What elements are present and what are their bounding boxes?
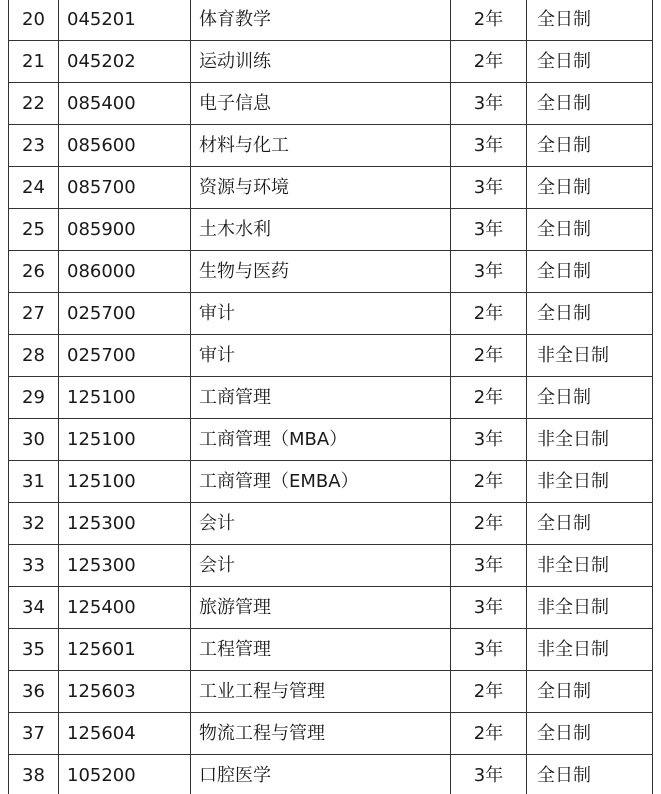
study-mode-cell: 非全日制 [527, 335, 653, 377]
program-code-cell: 085400 [59, 83, 191, 125]
row-number-cell: 20 [9, 0, 59, 41]
row-number-cell: 38 [9, 755, 59, 794]
study-duration-cell: 3年 [451, 629, 527, 671]
table-row [9, 167, 653, 209]
study-duration-cell: 3年 [451, 587, 527, 629]
row-number-cell: 26 [9, 251, 59, 293]
study-duration-cell: 2年 [451, 293, 527, 335]
table-row [9, 671, 653, 713]
table-row [9, 83, 653, 125]
program-code-cell: 105200 [59, 755, 191, 794]
program-name-cell: 审计 [191, 335, 451, 377]
program-name-cell: 物流工程与管理 [191, 713, 451, 755]
study-mode-cell: 非全日制 [527, 629, 653, 671]
study-mode-cell: 非全日制 [527, 419, 653, 461]
table-row [9, 209, 653, 251]
study-duration-cell: 3年 [451, 209, 527, 251]
study-duration-cell: 2年 [451, 671, 527, 713]
program-name-cell: 会计 [191, 503, 451, 545]
program-name-cell: 会计 [191, 545, 451, 587]
study-mode-cell: 全日制 [527, 125, 653, 167]
row-number-cell: 37 [9, 713, 59, 755]
study-duration-cell: 3年 [451, 545, 527, 587]
study-duration-cell: 3年 [451, 125, 527, 167]
row-number-cell: 25 [9, 209, 59, 251]
program-name-cell: 资源与环境 [191, 167, 451, 209]
study-duration-cell: 3年 [451, 755, 527, 794]
program-code-cell: 125603 [59, 671, 191, 713]
program-table [8, 0, 653, 794]
study-mode-cell: 全日制 [527, 755, 653, 794]
program-code-cell: 125100 [59, 419, 191, 461]
study-mode-cell: 全日制 [527, 0, 653, 41]
program-name-cell: 工商管理（MBA） [191, 419, 451, 461]
study-mode-cell: 非全日制 [527, 545, 653, 587]
study-mode-cell: 非全日制 [527, 587, 653, 629]
program-name-cell: 运动训练 [191, 41, 451, 83]
study-mode-cell: 全日制 [527, 41, 653, 83]
study-duration-cell: 2年 [451, 713, 527, 755]
table-row [9, 587, 653, 629]
program-name-cell: 审计 [191, 293, 451, 335]
table-row [9, 335, 653, 377]
program-name-cell: 材料与化工 [191, 125, 451, 167]
program-name-cell: 生物与医药 [191, 251, 451, 293]
study-mode-cell: 全日制 [527, 377, 653, 419]
program-code-cell: 125604 [59, 713, 191, 755]
study-duration-cell: 2年 [451, 335, 527, 377]
program-table-body [9, 0, 653, 794]
table-row [9, 419, 653, 461]
study-duration-cell: 3年 [451, 83, 527, 125]
study-mode-cell: 非全日制 [527, 461, 653, 503]
row-number-cell: 27 [9, 293, 59, 335]
program-code-cell: 085700 [59, 167, 191, 209]
study-mode-cell: 全日制 [527, 713, 653, 755]
table-row [9, 41, 653, 83]
study-mode-cell: 全日制 [527, 293, 653, 335]
row-number-cell: 32 [9, 503, 59, 545]
study-duration-cell: 2年 [451, 461, 527, 503]
table-row [9, 293, 653, 335]
table-row [9, 503, 653, 545]
row-number-cell: 30 [9, 419, 59, 461]
row-number-cell: 21 [9, 41, 59, 83]
program-code-cell: 045202 [59, 41, 191, 83]
program-name-cell: 工程管理 [191, 629, 451, 671]
study-duration-cell: 2年 [451, 0, 527, 41]
program-code-cell: 086000 [59, 251, 191, 293]
table-row [9, 0, 653, 41]
program-name-cell: 体育教学 [191, 0, 451, 41]
program-name-cell: 工业工程与管理 [191, 671, 451, 713]
program-name-cell: 口腔医学 [191, 755, 451, 794]
program-code-cell: 125300 [59, 545, 191, 587]
row-number-cell: 28 [9, 335, 59, 377]
program-code-cell: 045201 [59, 0, 191, 41]
program-name-cell: 旅游管理 [191, 587, 451, 629]
table-row [9, 251, 653, 293]
table-row [9, 629, 653, 671]
program-name-cell: 工商管理（EMBA） [191, 461, 451, 503]
study-mode-cell: 全日制 [527, 251, 653, 293]
row-number-cell: 33 [9, 545, 59, 587]
program-code-cell: 125100 [59, 377, 191, 419]
row-number-cell: 34 [9, 587, 59, 629]
study-mode-cell: 全日制 [527, 209, 653, 251]
program-code-cell: 125100 [59, 461, 191, 503]
program-code-cell: 125300 [59, 503, 191, 545]
program-code-cell: 085600 [59, 125, 191, 167]
table-row [9, 125, 653, 167]
study-duration-cell: 3年 [451, 251, 527, 293]
row-number-cell: 31 [9, 461, 59, 503]
program-code-cell: 125601 [59, 629, 191, 671]
program-code-cell: 025700 [59, 293, 191, 335]
table-row [9, 713, 653, 755]
program-name-cell: 工商管理 [191, 377, 451, 419]
row-number-cell: 36 [9, 671, 59, 713]
study-duration-cell: 2年 [451, 503, 527, 545]
table-row [9, 545, 653, 587]
study-mode-cell: 全日制 [527, 83, 653, 125]
study-mode-cell: 全日制 [527, 671, 653, 713]
table-row [9, 377, 653, 419]
study-duration-cell: 3年 [451, 419, 527, 461]
table-row [9, 461, 653, 503]
program-code-cell: 085900 [59, 209, 191, 251]
row-number-cell: 24 [9, 167, 59, 209]
study-duration-cell: 2年 [451, 377, 527, 419]
row-number-cell: 29 [9, 377, 59, 419]
table-row [9, 755, 653, 794]
row-number-cell: 22 [9, 83, 59, 125]
row-number-cell: 35 [9, 629, 59, 671]
program-code-cell: 125400 [59, 587, 191, 629]
row-number-cell: 23 [9, 125, 59, 167]
program-name-cell: 土木水利 [191, 209, 451, 251]
study-duration-cell: 3年 [451, 167, 527, 209]
program-code-cell: 025700 [59, 335, 191, 377]
study-duration-cell: 2年 [451, 41, 527, 83]
study-mode-cell: 全日制 [527, 167, 653, 209]
program-name-cell: 电子信息 [191, 83, 451, 125]
study-mode-cell: 全日制 [527, 503, 653, 545]
